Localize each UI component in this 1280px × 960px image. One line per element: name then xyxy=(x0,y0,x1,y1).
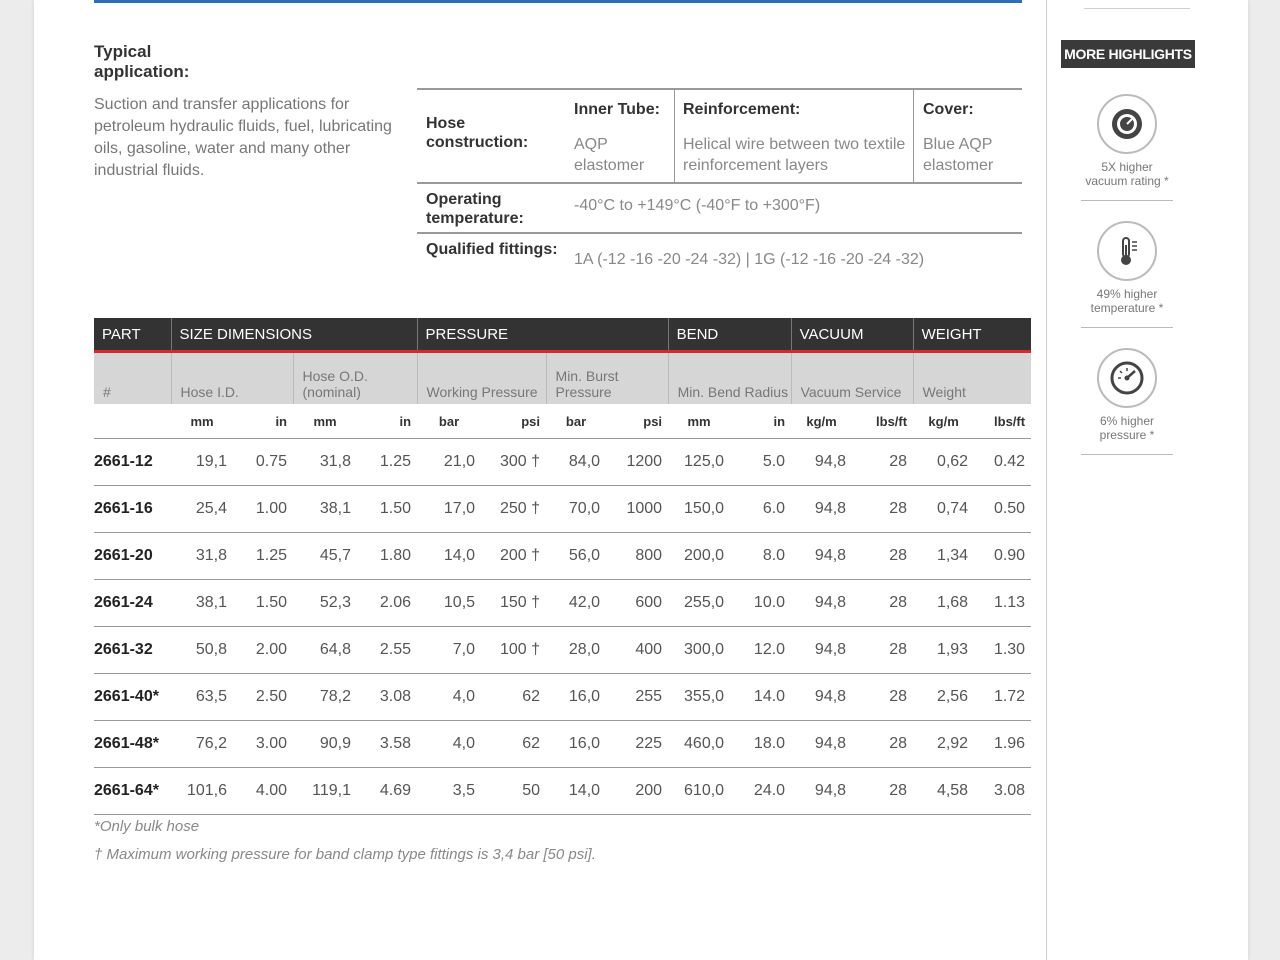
group-header-pressure: PRESSURE xyxy=(417,318,668,352)
top-accent-rule xyxy=(94,0,1022,3)
part-number-cell: 2661-12 xyxy=(94,439,171,486)
part-number-cell: 2661-32 xyxy=(94,627,171,674)
table-cell: 28 xyxy=(852,439,913,486)
table-cell: 2.55 xyxy=(357,627,417,674)
table-cell: 0.90 xyxy=(974,533,1031,580)
table-cell: 1,93 xyxy=(913,627,974,674)
table-cell: 3.00 xyxy=(233,721,293,768)
table-cell: 19,1 xyxy=(171,439,233,486)
table-row xyxy=(94,627,1031,674)
table-cell: 1.72 xyxy=(974,674,1031,721)
inner-tube-cell xyxy=(566,89,675,183)
sidebar-divider xyxy=(1046,0,1047,960)
reinforcement-label: Reinforcement: xyxy=(683,101,801,118)
table-cell: 0,74 xyxy=(913,486,974,533)
table-cell: 17,0 xyxy=(417,486,481,533)
table-cell: 28 xyxy=(852,533,913,580)
table-cell: 50 xyxy=(481,768,546,815)
footnote-clamp: † Maximum working pressure for band clamp type fittings is 3,4 bar [50 psi]. xyxy=(94,846,596,863)
table-cell: 14.0 xyxy=(730,674,791,721)
table-cell: 1,68 xyxy=(913,580,974,627)
unit-header: lbs/ft xyxy=(876,413,908,429)
more-highlights-button[interactable]: MORE HIGHLIGHTS xyxy=(1061,40,1195,68)
table-cell: 400 xyxy=(606,627,668,674)
unit-header: in xyxy=(399,413,412,429)
table-cell: 4,58 xyxy=(913,768,974,815)
highlight-divider xyxy=(1081,327,1173,328)
table-cell: 1.00 xyxy=(233,486,293,533)
table-cell: 38,1 xyxy=(171,580,233,627)
sub-header-vacuum-service: Vacuum Service xyxy=(791,352,913,405)
table-cell: 300 † xyxy=(481,439,546,486)
datasheet-page xyxy=(34,0,1248,960)
table-cell: 4,0 xyxy=(417,674,481,721)
table-row xyxy=(94,674,1031,721)
table-cell: 8.0 xyxy=(730,533,791,580)
table-cell: 7,0 xyxy=(417,627,481,674)
unit-header: psi xyxy=(521,413,541,429)
inner-tube-label: Inner Tube: xyxy=(574,101,660,118)
part-number-cell: 2661-40* xyxy=(94,674,171,721)
unit-header: psi xyxy=(643,413,663,429)
unit-header: in xyxy=(275,413,287,429)
table-cell: 1.96 xyxy=(974,721,1031,768)
table-cell: 94,8 xyxy=(791,533,852,580)
unit-header: in xyxy=(773,413,786,429)
table-cell: 200 xyxy=(606,768,668,815)
sub-header-working-pressure: Working Pressure xyxy=(417,352,546,405)
specifications-table xyxy=(94,318,1031,815)
unit-header: mm xyxy=(313,413,337,429)
qualified-fittings-value: 1A (-12 -16 -20 -24 -32) | 1G (-12 -16 -20 -24 -32) xyxy=(574,251,925,268)
table-cell: 1200 xyxy=(606,439,668,486)
table-cell: 101,6 xyxy=(171,768,233,815)
table-cell: 2.00 xyxy=(233,627,293,674)
table-cell: 100 † xyxy=(481,627,546,674)
table-cell: 3,5 xyxy=(417,768,481,815)
footnote-bulk: *Only bulk hose xyxy=(94,818,200,835)
table-cell: 94,8 xyxy=(791,580,852,627)
qualified-fittings-label: Qualified fittings: xyxy=(426,241,558,258)
unit-header: bar xyxy=(565,413,587,429)
table-row xyxy=(94,768,1031,815)
table-cell: 1,34 xyxy=(913,533,974,580)
table-cell: 16,0 xyxy=(546,674,606,721)
application-text: Suction and transfer applications for petroleum hydraulic fluids, fuel, lubricating oils, gasoline, water and many other industrial fluids. xyxy=(94,96,392,179)
table-cell: 2.06 xyxy=(357,580,417,627)
table-cell: 300,0 xyxy=(668,627,730,674)
table-cell: 52,3 xyxy=(293,580,357,627)
highlight-caption: 49% higher temperature * xyxy=(1090,287,1164,315)
table-cell: 10,5 xyxy=(417,580,481,627)
table-cell: 250 † xyxy=(481,486,546,533)
group-header-vacuum: VACUUM xyxy=(791,318,913,352)
construction-table xyxy=(417,88,1022,270)
group-header-weight: WEIGHT xyxy=(913,318,1031,352)
reinforcement-value: Helical wire between two textile reinforcement layers xyxy=(683,136,906,174)
table-cell: 1.50 xyxy=(233,580,293,627)
vacuum-gauge-icon xyxy=(1097,94,1157,154)
table-cell: 94,8 xyxy=(791,439,852,486)
hose-construction-label: Hose construction: xyxy=(426,115,529,151)
cover-cell xyxy=(914,89,1023,183)
table-cell: 76,2 xyxy=(171,721,233,768)
table-cell: 78,2 xyxy=(293,674,357,721)
table-cell: 1.25 xyxy=(357,439,417,486)
table-cell: 64,8 xyxy=(293,627,357,674)
table-cell: 14,0 xyxy=(417,533,481,580)
table-cell: 255,0 xyxy=(668,580,730,627)
table-cell: 2,92 xyxy=(913,721,974,768)
unit-header: kg/m xyxy=(806,413,837,429)
table-cell: 460,0 xyxy=(668,721,730,768)
table-cell: 56,0 xyxy=(546,533,606,580)
highlight-caption: 6% higher pressure * xyxy=(1099,414,1155,442)
table-cell: 28 xyxy=(852,486,913,533)
sidebar-top-rule xyxy=(1084,8,1190,9)
cover-value: Blue AQP elastomer xyxy=(923,136,994,174)
table-cell: 14,0 xyxy=(546,768,606,815)
highlight-divider xyxy=(1081,200,1173,201)
table-cell: 94,8 xyxy=(791,486,852,533)
cover-label: Cover: xyxy=(923,101,974,118)
table-cell: 1.30 xyxy=(974,627,1031,674)
highlight-caption: 5X higher vacuum rating * xyxy=(1085,160,1169,188)
table-cell: 0.42 xyxy=(974,439,1031,486)
pressure-gauge-icon xyxy=(1097,348,1157,408)
table-cell: 355,0 xyxy=(668,674,730,721)
reinforcement-cell xyxy=(675,89,914,183)
table-cell: 28 xyxy=(852,721,913,768)
table-cell: 31,8 xyxy=(171,533,233,580)
part-number-cell: 2661-24 xyxy=(94,580,171,627)
table-row xyxy=(94,533,1031,580)
group-header-size: SIZE DIMENSIONS xyxy=(171,318,417,352)
table-cell: 28 xyxy=(852,674,913,721)
table-cell: 0.50 xyxy=(974,486,1031,533)
table-cell: 150,0 xyxy=(668,486,730,533)
part-number-cell: 2661-64* xyxy=(94,768,171,815)
table-cell: 1.80 xyxy=(357,533,417,580)
table-cell: 4.69 xyxy=(357,768,417,815)
operating-temperature-label: Operating temperature: xyxy=(426,191,524,227)
sub-header-hose-od: Hose O.D. (nominal) xyxy=(293,352,417,405)
table-cell: 21,0 xyxy=(417,439,481,486)
table-cell: 94,8 xyxy=(791,627,852,674)
thermometer-icon xyxy=(1097,221,1157,281)
table-cell: 2.50 xyxy=(233,674,293,721)
group-header-bend: BEND xyxy=(668,318,791,352)
table-cell: 62 xyxy=(481,721,546,768)
highlight-vacuum xyxy=(1081,94,1173,201)
highlight-divider xyxy=(1081,454,1173,455)
operating-temperature-value: -40°C to +149°C (-40°F to +300°F) xyxy=(574,197,821,214)
table-cell: 94,8 xyxy=(791,768,852,815)
table-cell: 150 † xyxy=(481,580,546,627)
table-cell: 1.25 xyxy=(233,533,293,580)
table-cell: 3.58 xyxy=(357,721,417,768)
table-row xyxy=(94,721,1031,768)
table-row xyxy=(94,580,1031,627)
table-cell: 610,0 xyxy=(668,768,730,815)
table-cell: 90,9 xyxy=(293,721,357,768)
table-cell: 24.0 xyxy=(730,768,791,815)
part-number-cell: 2661-16 xyxy=(94,486,171,533)
table-cell: 1000 xyxy=(606,486,668,533)
table-cell: 94,8 xyxy=(791,674,852,721)
table-cell: 1.13 xyxy=(974,580,1031,627)
unit-header: mm xyxy=(687,413,711,429)
table-cell: 4,0 xyxy=(417,721,481,768)
table-cell: 18.0 xyxy=(730,721,791,768)
part-number-cell: 2661-20 xyxy=(94,533,171,580)
table-cell: 63,5 xyxy=(171,674,233,721)
table-cell: 6.0 xyxy=(730,486,791,533)
inner-tube-value: AQP elastomer xyxy=(574,136,645,174)
highlight-pressure xyxy=(1081,348,1173,455)
table-cell: 2,56 xyxy=(913,674,974,721)
table-cell: 28 xyxy=(852,768,913,815)
table-cell: 42,0 xyxy=(546,580,606,627)
table-cell: 38,1 xyxy=(293,486,357,533)
unit-header: mm xyxy=(190,413,214,429)
table-cell: 28 xyxy=(852,580,913,627)
table-cell: 12.0 xyxy=(730,627,791,674)
table-cell: 200,0 xyxy=(668,533,730,580)
sub-header-hose-id: Hose I.D. xyxy=(171,352,293,405)
table-cell: 0,62 xyxy=(913,439,974,486)
table-cell: 45,7 xyxy=(293,533,357,580)
table-cell: 25,4 xyxy=(171,486,233,533)
table-cell: 84,0 xyxy=(546,439,606,486)
group-header-row xyxy=(94,318,1031,352)
table-cell: 5.0 xyxy=(730,439,791,486)
table-row xyxy=(94,486,1031,533)
table-cell: 28,0 xyxy=(546,627,606,674)
table-cell: 600 xyxy=(606,580,668,627)
table-cell: 70,0 xyxy=(546,486,606,533)
table-cell: 94,8 xyxy=(791,721,852,768)
table-cell: 800 xyxy=(606,533,668,580)
highlight-temperature xyxy=(1081,221,1173,328)
table-cell: 3.08 xyxy=(357,674,417,721)
group-header-part: PART xyxy=(94,318,171,352)
unit-header: bar xyxy=(438,413,460,429)
table-cell: 50,8 xyxy=(171,627,233,674)
application-heading: Typical application: xyxy=(94,42,190,81)
sub-header-weight: Weight xyxy=(913,352,1031,405)
table-cell: 125,0 xyxy=(668,439,730,486)
specifications-body xyxy=(94,439,1031,815)
table-cell: 4.00 xyxy=(233,768,293,815)
table-row xyxy=(94,439,1031,486)
unit-header: lbs/ft xyxy=(994,413,1026,429)
table-cell: 28 xyxy=(852,627,913,674)
table-cell: 16,0 xyxy=(546,721,606,768)
table-cell: 1.50 xyxy=(357,486,417,533)
sub-header-row xyxy=(94,352,1031,405)
table-cell: 225 xyxy=(606,721,668,768)
unit-header: kg/m xyxy=(928,413,959,429)
sub-header-burst-pressure: Min. Burst Pressure xyxy=(546,352,668,405)
part-number-cell: 2661-48* xyxy=(94,721,171,768)
table-cell: 0.75 xyxy=(233,439,293,486)
table-cell: 10.0 xyxy=(730,580,791,627)
table-cell: 200 † xyxy=(481,533,546,580)
sub-header-bend-radius: Min. Bend Radius xyxy=(668,352,791,405)
table-cell: 31,8 xyxy=(293,439,357,486)
table-cell: 3.08 xyxy=(974,768,1031,815)
table-cell: 119,1 xyxy=(293,768,357,815)
table-cell: 62 xyxy=(481,674,546,721)
table-cell: 255 xyxy=(606,674,668,721)
units-row xyxy=(94,404,1031,439)
units-blank xyxy=(94,404,171,439)
sub-header-number: # xyxy=(94,352,171,405)
